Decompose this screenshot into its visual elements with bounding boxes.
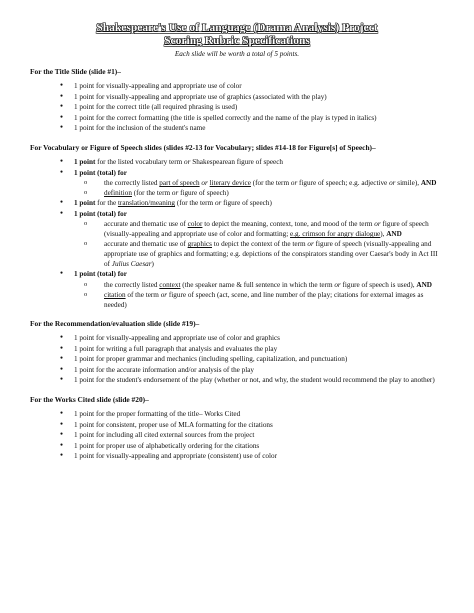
list-item: ● 1 point for consistent, proper use of MLA formatting for the citations: [60, 420, 444, 431]
section-heading: For the Recommendation/evaluation slide (slide #19)–: [30, 318, 200, 328]
section-recommendation-slide: [30, 319, 444, 386]
list-item: ● 1 point for proper grammar and mechanics (including spelling, capitalization, and punctuation): [60, 354, 444, 365]
list-item: ● 1 point for proper use of alphabetically ordering for the citations: [60, 441, 444, 452]
document-subtitle: Each slide will be worth a total of 5 points.: [174, 50, 300, 58]
list-item: ● 1 point (total) for o the correctly listed context (the speaker name & full sentence in which the term or figure of speech is used), AND o citation of the term or figure of speech (act, scene, and line number of the play; citations for external images as needed): [60, 269, 444, 310]
list-item: ● 1 point for visually-appealing and appropriate use of graphics (associated with the play): [60, 92, 444, 103]
section-heading: For the Works Cited slide (slide #20)–: [30, 394, 149, 404]
list-item: ● 1 point for including all cited external sources from the project: [60, 430, 444, 441]
section-heading: For Vocabulary or Figure of Speech slides (slides #2-13 for Vocabulary; slides #14-18 for Figure[s] of Speech)–: [30, 142, 376, 152]
document-title: [30, 22, 444, 48]
section-title-slide: [30, 67, 444, 134]
sub-list: [74, 280, 444, 310]
title-line-2: Scoring Rubric Specifications: [164, 35, 310, 47]
sub-list-item: o citation of the term or figure of speech (act, scene, and line number of the play; citations for external images as needed): [84, 290, 444, 310]
list-item: ● 1 point for visually-appealing and appropriate use of color: [60, 81, 444, 92]
sub-list-item: o definition (for the term or figure of speech): [84, 188, 444, 198]
sub-list-item: o the correctly listed context (the speaker name & full sentence in which the term or figure of speech is used), AND: [84, 280, 444, 290]
list-item: ● 1 point for the correct formatting (the title is spelled correctly and the name of the play is typed in italics): [60, 113, 444, 124]
list-item: ● 1 point for visually-appealing and appropriate (consistent) use of color: [60, 451, 444, 462]
list-item: ● 1 point for the correct title (all required phrasing is used): [60, 102, 444, 113]
list-item: ● 1 point (total) for o the correctly listed part of speech or literary device (for the term or figure of speech; e.g. adjective or simile), AND o definition (for the term or figure of speech): [60, 168, 444, 199]
section-vocab-slides: [30, 143, 444, 310]
list-item: ● 1 point for the translation/meaning (for the term or figure of speech): [60, 198, 444, 209]
list-item: ● 1 point for visually-appealing and appropriate use of color and graphics: [60, 333, 444, 344]
section-works-cited-slide: [30, 395, 444, 462]
sub-list: [74, 219, 444, 269]
criteria-list: [30, 81, 444, 134]
sub-list-item: o the correctly listed part of speech or literary device (for the term or figure of speech; e.g. adjective or simile), AND: [84, 178, 444, 188]
sub-list: [74, 178, 444, 198]
criteria-list: [30, 409, 444, 462]
list-item: ● 1 point (total) for o accurate and thematic use of color to depict the meaning, context, tone, and mood of the term or figure of speech (visually-appealing and appropriate use of color and formatting; e.g. crimson for angry dialogue), AND o accurate and thematic use of graphics to depict the context of the term or figure of speech (visually-appealing and appropriate use of graphics and formatting; e.g. depictions of the conspirators standing over Caesar's body in Act III of Julius Caesar): [60, 209, 444, 270]
sub-list-item: o accurate and thematic use of color to depict the meaning, context, tone, and mood of the term or figure of speech (visually-appealing and appropriate use of color and formatting; e.g. crimson for angry dialogue), AND: [84, 219, 444, 239]
section-heading: For the Title Slide (slide #1)–: [30, 67, 121, 76]
criteria-list: [30, 157, 444, 310]
list-item: ● 1 point for the inclusion of the student's name: [60, 123, 444, 134]
list-item: ● 1 point for the student's endorsement of the play (whether or not, and why, the student would recommend the play to another): [60, 375, 444, 386]
title-line-1: Shakespeare's Use of Language (Drama Analysis) Project: [96, 22, 378, 34]
criteria-list: [30, 333, 444, 386]
sub-list-item: o accurate and thematic use of graphics to depict the context of the term or figure of speech (visually-appealing and appropriate use of graphics and formatting; e.g. depictions of the conspirators standing over Caesar's body in Act III of Julius Caesar): [84, 239, 444, 269]
list-item: ● 1 point for the accurate information and/or analysis of the play: [60, 365, 444, 376]
list-item: ● 1 point for the proper formatting of the title– Works Cited: [60, 409, 444, 420]
list-item: ● 1 point for the listed vocabulary term or Shakespearean figure of speech: [60, 157, 444, 168]
list-item: ● 1 point for writing a full paragraph that analysis and evaluates the play: [60, 344, 444, 355]
